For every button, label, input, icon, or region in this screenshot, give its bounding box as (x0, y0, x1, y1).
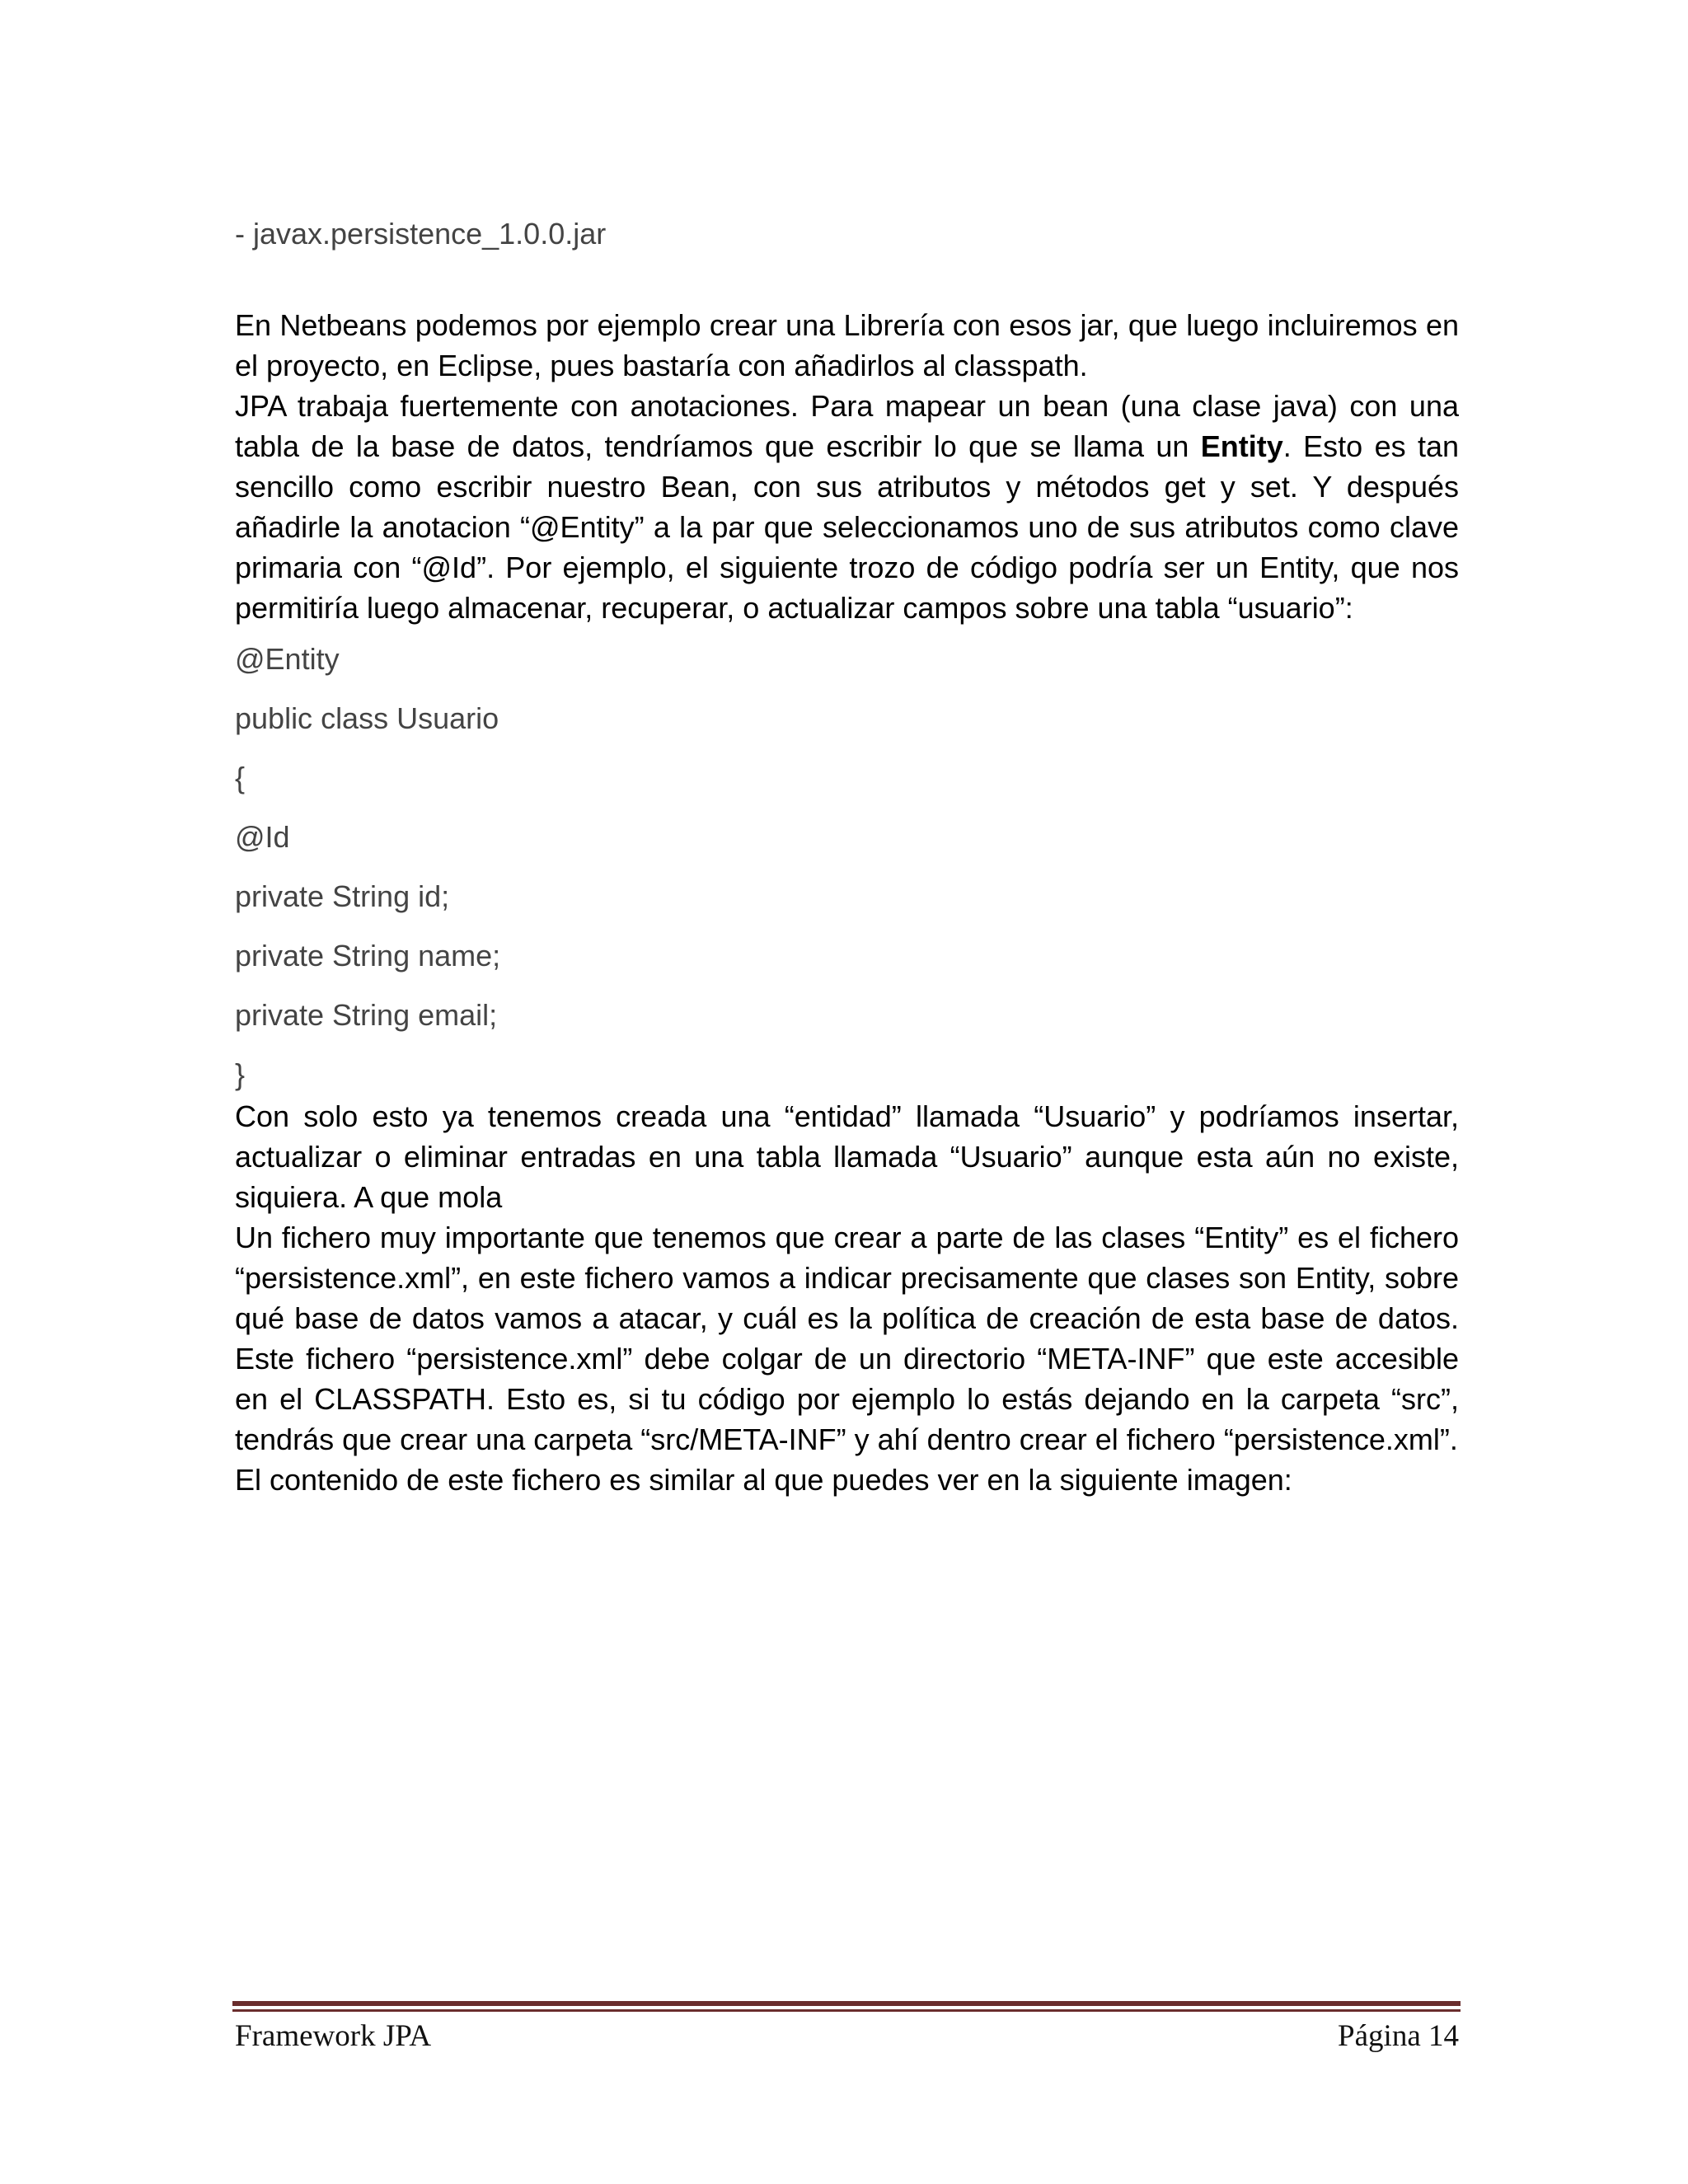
code-line: { (235, 761, 246, 794)
page-footer (235, 2014, 1459, 2057)
code-line: @Id (235, 820, 290, 854)
page-number: Página 14 (1338, 2018, 1459, 2053)
paragraph-jpa-text-before: JPA trabaja fuertemente con anotaciones. Para mapear un bean (una clase java) con una tabla de la base de datos, tendríamos que escribir lo que se llama un (235, 389, 1459, 463)
code-line: public class Usuario (235, 701, 499, 735)
code-line: private String id; (235, 879, 450, 913)
footer-divider-thick (232, 2001, 1461, 2006)
jar-file-line: - javax.persistence_1.0.0.jar (235, 217, 607, 251)
paragraph-jpa-text-after: . Esto es tan sencillo como escribir nuestro Bean, con sus atributos y métodos get y set. Y después añadirle la anotacion “@Entity” a la par que seleccionamos uno de sus atributos como clave primaria con “@Id”. Por ejemplo, el siguiente trozo de código podría ser un Entity, que nos permitiría luego almacenar, recuperar, o actualizar campos sobre una tabla “usuario”: (235, 429, 1459, 625)
page-content (235, 213, 1459, 1500)
code-line: private String name; (235, 939, 501, 972)
paragraph-persistence-file: Un fichero muy importante que tenemos que crear a parte de las clases “Entity” es el fichero “persistence.xml”, en este fichero vamos a indicar precisamente que clases son Entity, sobre qué base de datos vamos a atacar, y cuál es la política de creación de esta base de datos. (235, 1221, 1459, 1335)
paragraph-jpa-annotations (235, 386, 1459, 628)
footer-title: Framework JPA (235, 2018, 432, 2053)
footer-divider-thin (232, 2009, 1461, 2012)
paragraph-file-content: El contenido de este fichero es similar al que puedes ver en la siguiente imagen: (235, 1463, 1292, 1497)
code-line: private String email; (235, 998, 498, 1032)
entity-bold-term: Entity (1200, 429, 1283, 463)
paragraph-meta-inf: Este fichero “persistence.xml” debe colgar de un directorio “META-INF” que este accesible en el CLASSPATH. Esto es, si tu código por ejemplo lo estás dejando en la carpeta “src”, tendrás que crear una carpeta “src/META-INF” y ahí dentro crear el fichero “persistence.xml”. (235, 1342, 1459, 1456)
paragraph-entidad: Con solo esto ya tenemos creada una “entidad” llamada “Usuario” y podríamos insertar, actualizar o eliminar entradas en una tabla llamada “Usuario” aunque esta aún no existe, siquiera. A que mola (235, 1099, 1459, 1214)
paragraph-netbeans: En Netbeans podemos por ejemplo crear una Librería con esos jar, que luego incluiremos en el proyecto, en Eclipse, pues bastaría con añadirlos al classpath. (235, 308, 1459, 382)
code-line: @Entity (235, 642, 340, 676)
code-line: } (235, 1057, 246, 1091)
code-block (235, 638, 1459, 1096)
